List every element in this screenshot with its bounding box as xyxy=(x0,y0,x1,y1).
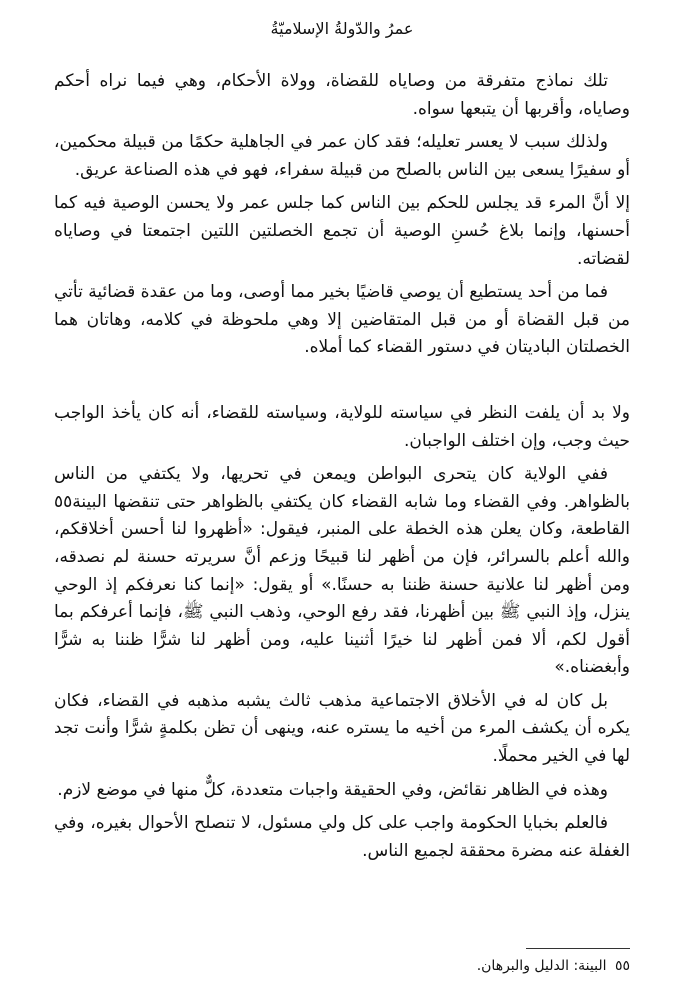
footnote-number: ٥٥ xyxy=(614,958,630,974)
paragraph-3: إلا أنَّ المرء قد يجلس للحكم بين الناس كما جلس عمر ولا يحسن الوصية فيه كما أحسنها، وإنما بلاغ حُسنِ الوصية أن تجمع الخصلتين اللتين اجتمعتا في وصاياه لقضاته. xyxy=(54,193,630,269)
footnote-text: البينة: الدليل والبرهان. xyxy=(476,958,607,974)
running-header-title: عمرُ والدّولةُ الإسلاميّةُ xyxy=(270,19,414,38)
footnote-divider xyxy=(526,948,630,949)
paragraph-8: وهذه في الظاهر نقائض، وفي الحقيقة واجبات متعددة، كلٌّ منها في موضع لازم. xyxy=(57,779,608,800)
paragraph-1: تلك نماذج متفرقة من وصاياه للقضاة، وولاة الأحكام، وهي فيما نراه أحكم وصاياه، وأقربها أن يتبعها سواه. xyxy=(54,71,630,119)
paragraph-7: بل كان له في الأخلاق الاجتماعية مذهب ثالث يشبه مذهبه في القضاء، فكان يكره أن يكشف المرء من أخيه ما يستره عنه، وينهى أن تظن بكلمةٍ شرًّا وأنت تجد لها في الخير محملًا. xyxy=(54,690,630,767)
body-text xyxy=(54,68,630,871)
paragraph-4: فما من أحد يستطيع أن يوصي قاضيًا بخير مما أوصى، وما من عقدة قضائية تأتي من قبل القضاة أو من قبل المتقاضين إلا وهي ملحوظة في كلامه، وهاتان هما الخصلتان الباديتان في دستور القضاء كما أملاه. xyxy=(54,282,630,358)
footnote xyxy=(54,956,630,976)
paragraph-5: ولا بد أن يلفت النظر في سياسته للولاية، وسياسته للقضاء، أنه كان يأخذ الواجب حيث وجب، وإن اختلف الواجبان. xyxy=(54,402,630,451)
paragraph-9: فالعلم بخبايا الحكومة واجب على كل ولي مسئول، لا تنصلح الأحوال بغيره، وفي الغفلة عنه مضرة محققة لجميع الناس. xyxy=(54,813,630,861)
paragraph-2: ولذلك سبب لا يعسر تعليله؛ فقد كان عمر في الجاهلية حكمًا من قبيلة محكمين، أو سفيرًا يسعى بين الناس بالصلح من قبيلة سفراء، فهو في هذه الصناعة عريق. xyxy=(54,132,630,180)
paragraph-6: ففي الولاية كان يتحرى البواطن ويمعن في تحريها، ولا يكتفي من الناس بالظواهر. وفي القضاء وما شابه القضاء كان يكتفي بالظواهر حتى تنقضها البينة٥٥ القاطعة، وكان يعلن هذه الخطة على المنبر، فيقول: «أظهروا لنا أحسن أخلاقكم، والله أعلم بالسرائر، فإن من أظهر لنا قبيحًا وزعم أنَّ سريرته حسنة لم نصدقه، ومن أظهر لنا علانية حسنة ظننا به حسنًا.» أو يقول: «إنما كنا نعرفكم إذ الوحي ينزل، وإذ النبي ﷺ بين أظهرنا، فقد رفع الوحي، وذهب النبي ﷺ، فإنما أعرفكم بما أقول لكم، ألا فمن أظهر لنا خيرًا أثنينا عليه، ومن أظهر لنا شرًّا ظننا به شرًّا وأبغضناه.» xyxy=(54,464,630,678)
